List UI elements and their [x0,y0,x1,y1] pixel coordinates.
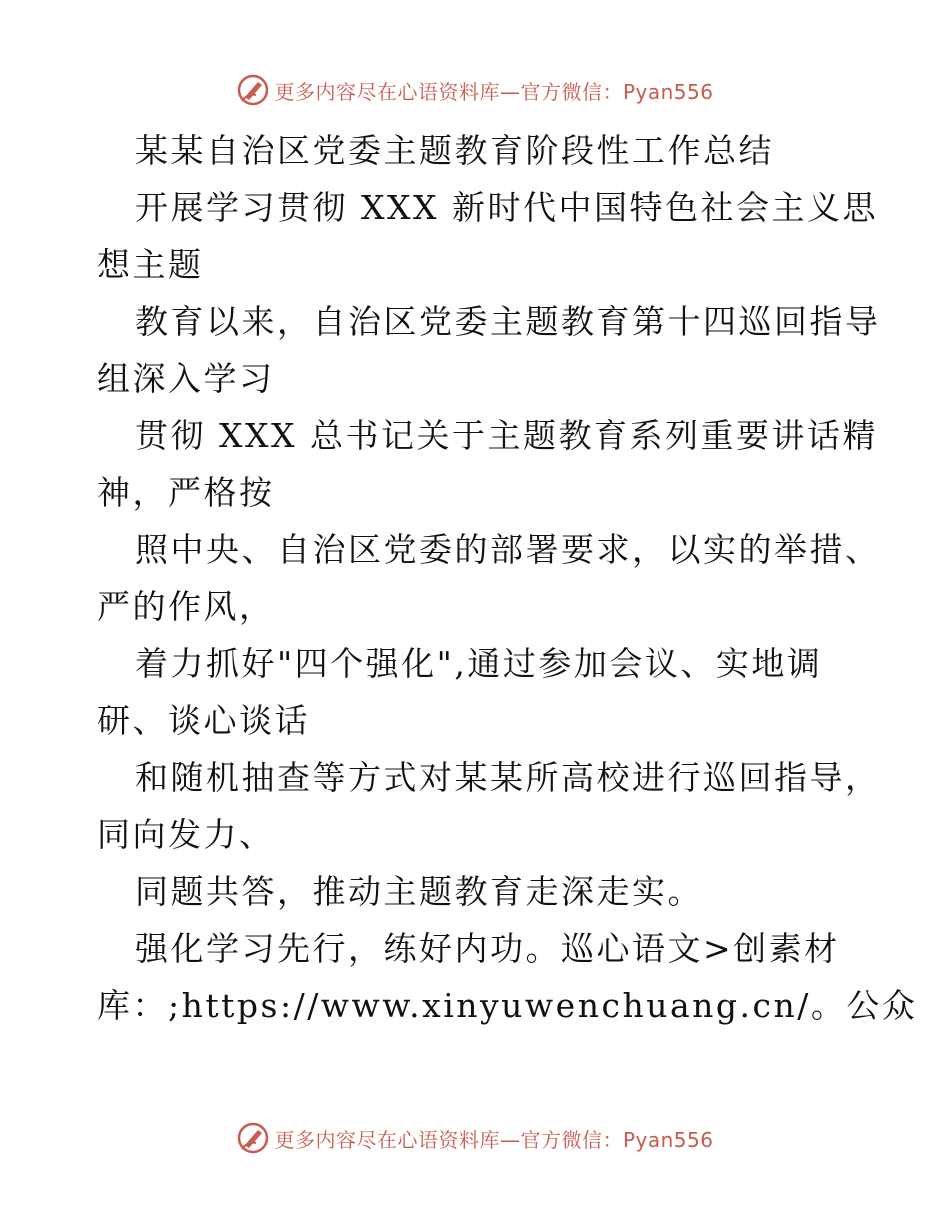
text-line: 同题共答，推动主题教育走深走实。 [135,872,703,911]
text-line: 强化学习先行，练好内功。巡心语文>创素材 [135,929,840,968]
text-line: 想主题 [97,245,204,284]
text-line: 神，严格按 [97,473,275,512]
footer-watermark [0,1118,950,1158]
text-line: 库：;https://www.xinyuwenchuang.cn/。公众 [97,986,918,1025]
footer-watermark-text: 更多内容尽在心语资料库—官方微信：Pyan556 [274,1127,714,1152]
text-line: 严的作风， [97,587,275,626]
text-line: 照中央、自治区党委的部署要求，以实的举措、 [135,530,881,569]
text-line: 研、谈心谈话 [97,701,310,740]
document-title: 某某自治区党委主题教育阶段性工作总结 [135,131,774,170]
pen-logo-icon [236,73,270,107]
text-line: 着力抓好"四个强化",通过参加会议、实地调 [135,644,823,683]
text-line: 贯彻 XXX 总书记关于主题教育系列重要讲话精 [135,416,878,455]
header-watermark-text: 更多内容尽在心语资料库—官方微信：Pyan556 [274,79,714,104]
text-line: 同向发力、 [97,815,275,854]
text-line: 教育以来，自治区党委主题教育第十四巡回指导 [135,302,881,341]
header-watermark [0,70,950,110]
pen-logo-icon [236,1121,270,1155]
document-body [97,122,918,1034]
text-line: 开展学习贯彻 XXX 新时代中国特色社会主义思 [135,188,878,227]
text-line: 组深入学习 [97,359,275,398]
text-line: 和随机抽查等方式对某某所高校进行巡回指导， [135,758,881,797]
